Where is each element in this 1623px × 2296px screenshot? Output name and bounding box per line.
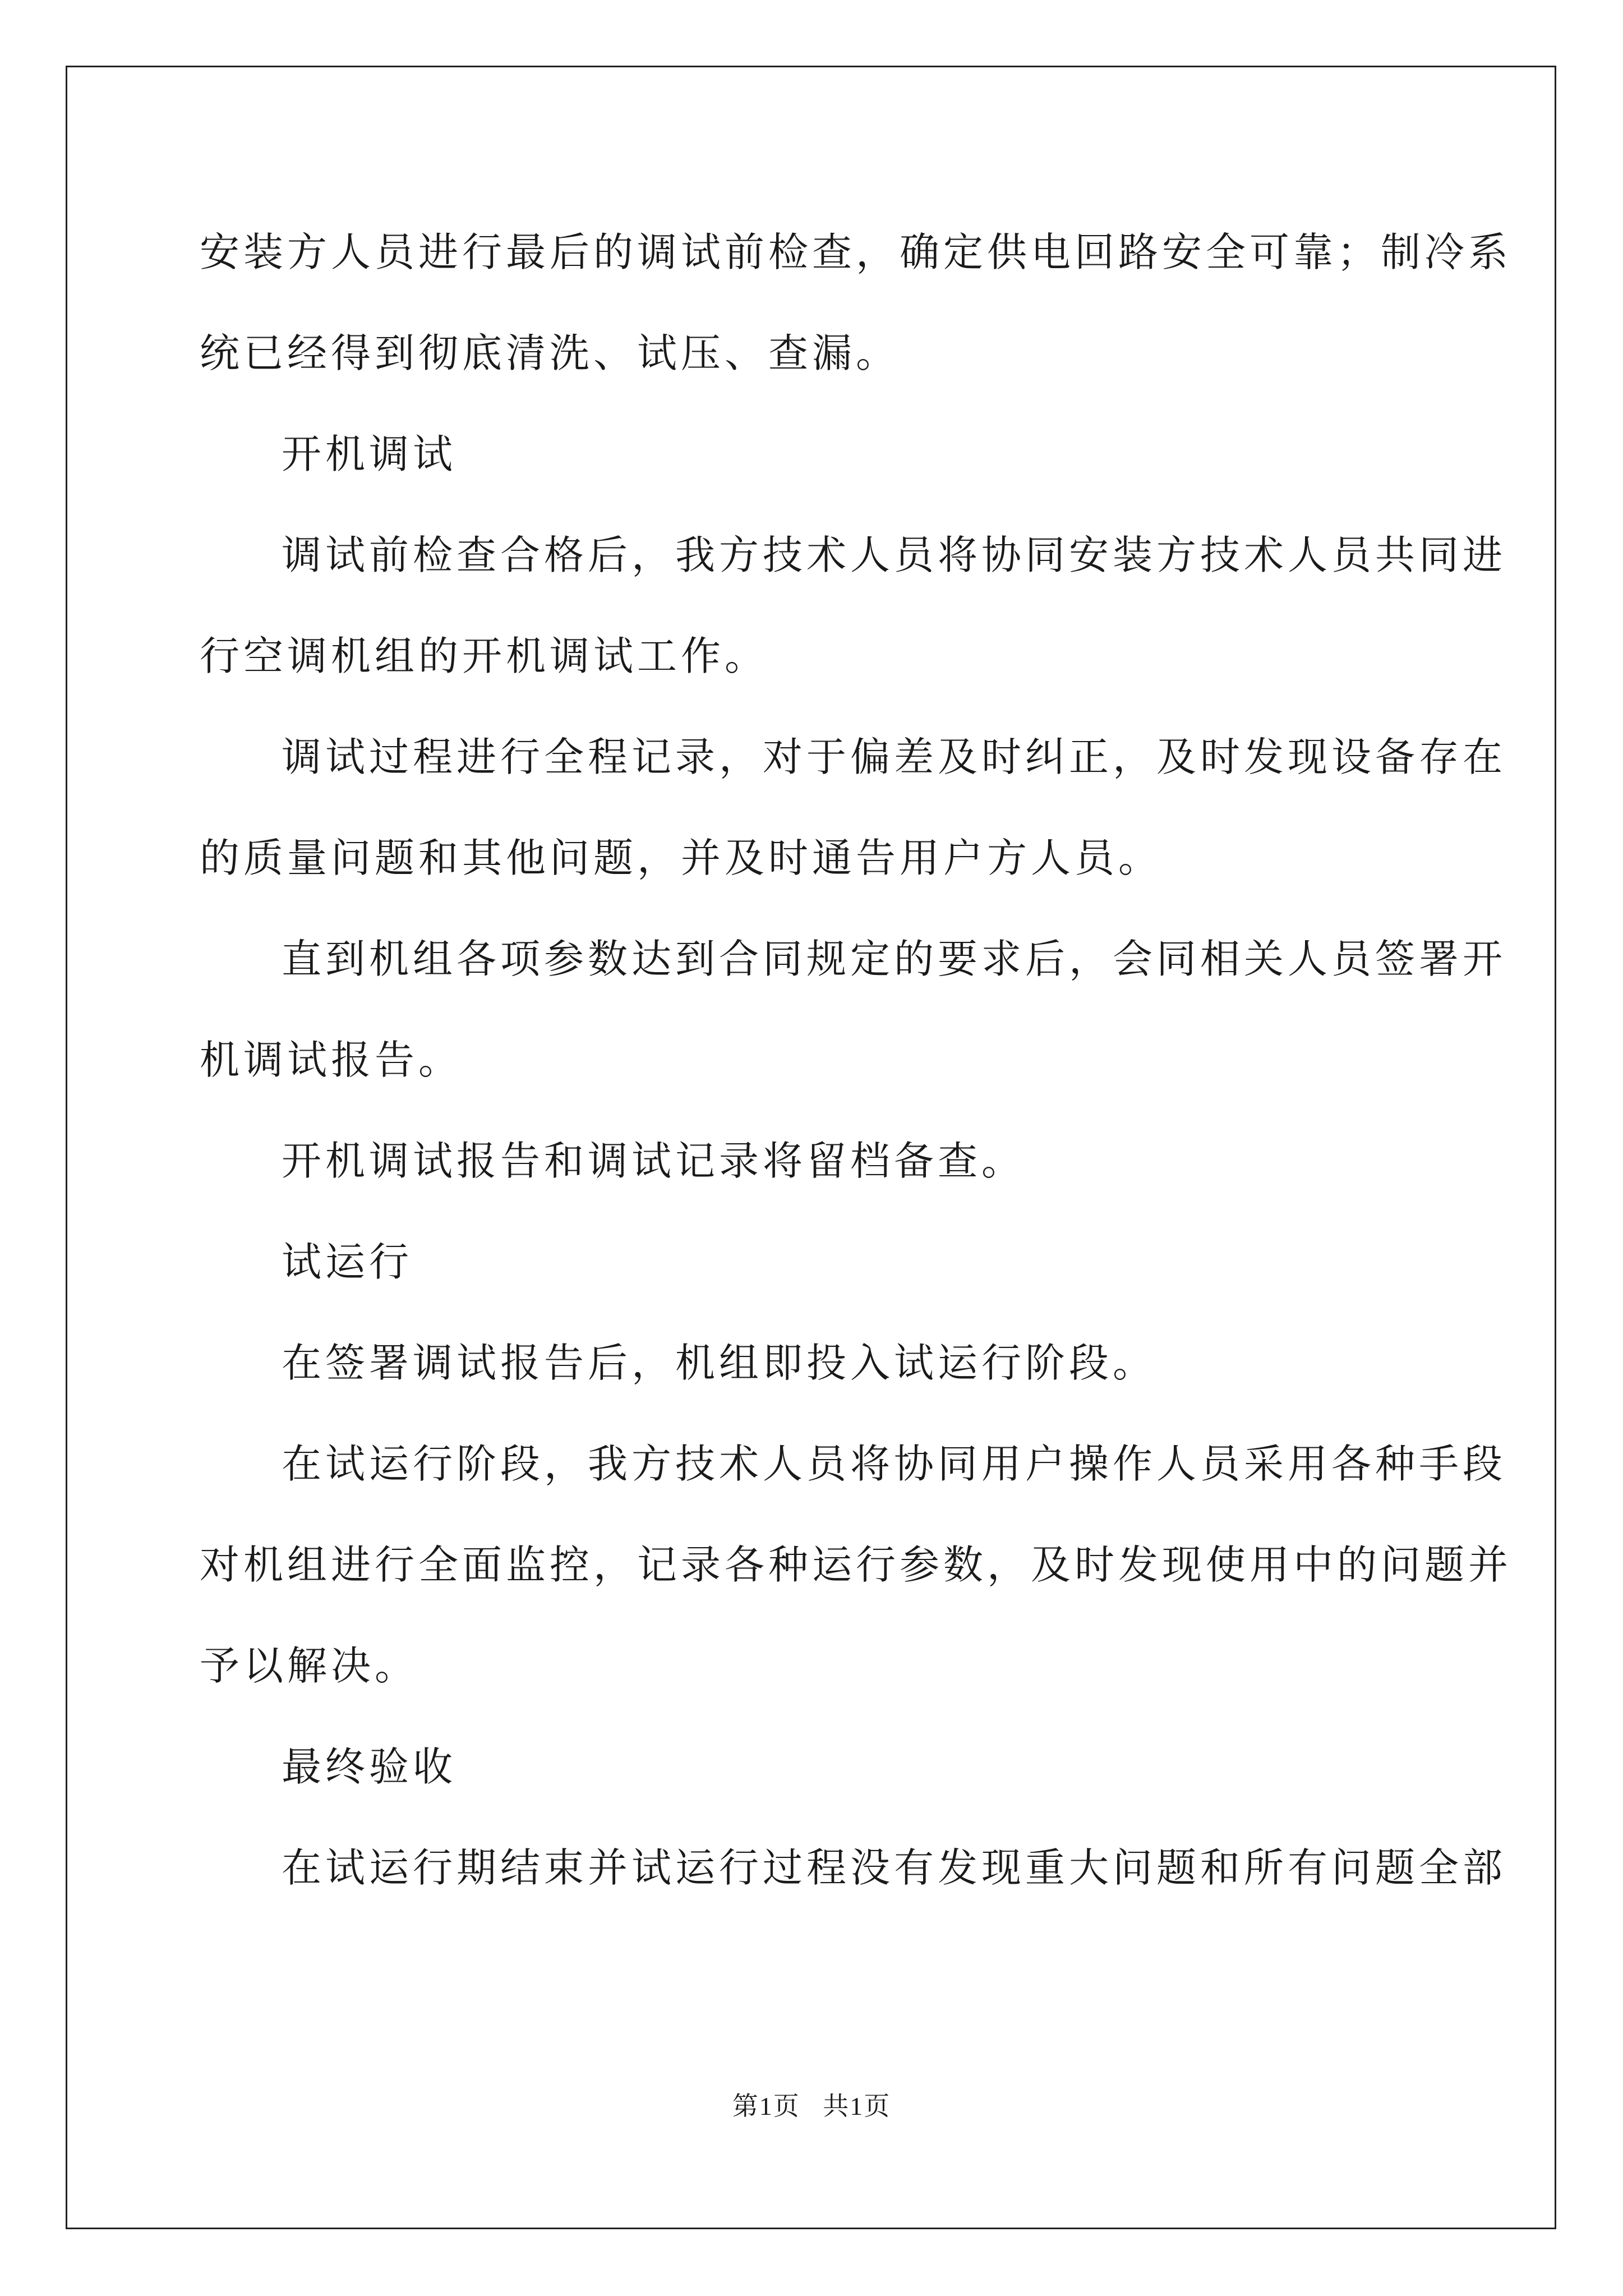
section-heading: 最终验收 <box>282 1743 457 1790</box>
text-line: 在试运行阶段，我方技术人员将协同用户操作人员采用各种手段 <box>282 1441 1507 1487</box>
text-line: 的质量问题和其他问题，并及时通告用户方人员。 <box>200 835 1163 881</box>
document-body <box>200 202 1513 1918</box>
page-footer <box>0 2086 1623 2123</box>
text-line: 安装方人员进行最后的调试前检查，确定供电回路安全可靠；制冷系 <box>200 229 1513 275</box>
text-line: 调试过程进行全程记录，对于偏差及时纠正，及时发现设备存在 <box>282 734 1507 780</box>
text-line: 予以解决。 <box>200 1642 419 1689</box>
text-line: 机调试报告。 <box>200 1037 463 1083</box>
text-line: 开机调试报告和调试记录将留档备查。 <box>282 1138 1026 1184</box>
page-total: 共1页 <box>823 2092 891 2120</box>
text-line: 调试前检查合格后，我方技术人员将协同安装方技术人员共同进 <box>282 532 1507 578</box>
text-line: 直到机组各项参数达到合同规定的要求后，会同相关人员签署开 <box>282 936 1507 982</box>
section-heading: 试运行 <box>282 1239 413 1285</box>
text-line: 行空调机组的开机调试工作。 <box>200 633 769 679</box>
text-line: 对机组进行全面监控，记录各种运行参数，及时发现使用中的问题并 <box>200 1542 1513 1588</box>
text-line: 在试运行期结束并试运行过程没有发现重大问题和所有问题全部 <box>282 1844 1507 1891</box>
section-heading: 开机调试 <box>282 431 457 477</box>
page-number: 第1页 <box>732 2092 800 2120</box>
text-line: 统已经得到彻底清洗、试压、查漏。 <box>200 330 900 376</box>
text-line: 在签署调试报告后，机组即投入试运行阶段。 <box>282 1340 1157 1386</box>
